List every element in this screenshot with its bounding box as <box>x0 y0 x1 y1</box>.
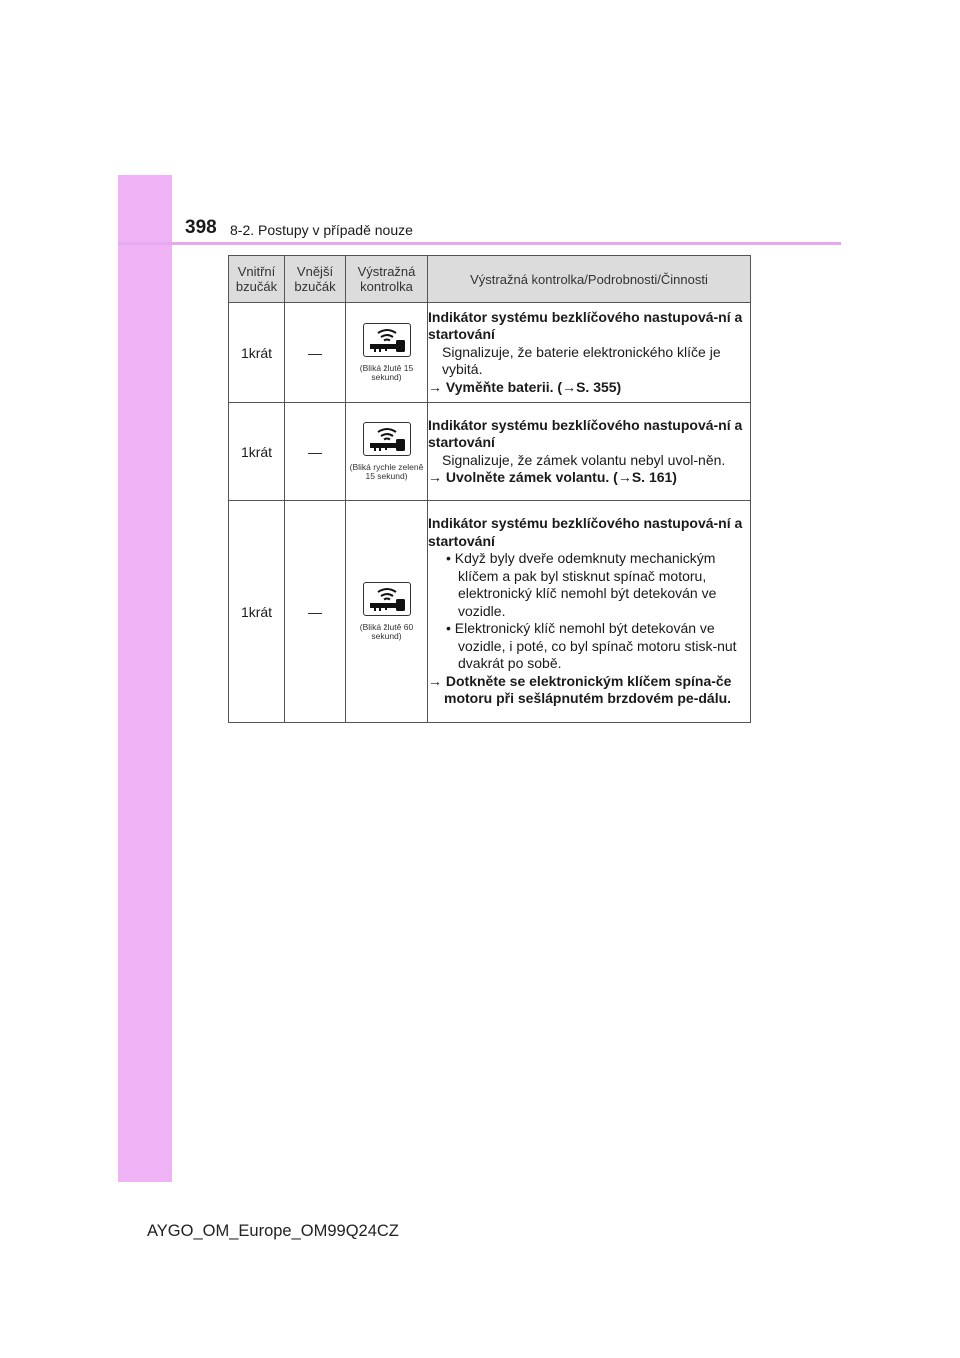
detail-title: Indikátor systému bezklíčového nastupová-ní a startování <box>428 308 743 343</box>
warning-table <box>228 255 751 723</box>
indicator-cell <box>346 501 428 723</box>
column-header: Výstražná kontrolka <box>346 256 428 303</box>
document-id: AYGO_OM_Europe_OM99Q24CZ <box>147 1222 399 1240</box>
detail-action: → Vyměňte baterii. (→S. 355) <box>428 378 622 395</box>
page-number: 398 <box>185 217 217 238</box>
outer-buzzer-cell: — <box>285 403 346 501</box>
table-row <box>229 303 751 403</box>
indicator-note: (Bliká žlutě 60 sekund) <box>359 622 414 641</box>
indicator-cell <box>346 403 428 501</box>
section-title: 8-2. Postupy v případě nouze <box>230 222 413 238</box>
inner-buzzer-cell: 1krát <box>229 303 285 403</box>
outer-buzzer-cell: — <box>285 501 346 723</box>
smart-key-indicator-icon <box>363 582 411 616</box>
detail-action: → Dotkněte se elektronickým klíčem spína-če motoru při sešlápnutém brzdovém pe-dálu. <box>428 672 732 707</box>
header-rule <box>118 242 841 245</box>
detail-text: Signalizuje, že baterie elektronického klíče je vybitá. <box>442 343 721 378</box>
table-header-row <box>229 256 751 303</box>
detail-bullets <box>428 550 750 673</box>
smart-key-indicator-icon <box>363 422 411 456</box>
inner-buzzer-cell: 1krát <box>229 403 285 501</box>
detail-text: Signalizuje, že zámek volantu nebyl uvol-něn. <box>442 451 726 468</box>
smart-key-indicator-icon <box>363 323 411 357</box>
detail-title: Indikátor systému bezklíčového nastupová-ní a startování <box>428 515 743 549</box>
column-header: Výstražná kontrolka/Podrobnosti/Činnosti <box>428 256 751 303</box>
indicator-note: (Bliká žlutě 15 sekund) <box>359 363 414 382</box>
detail-cell <box>428 403 751 501</box>
column-header: Vnitřní bzučák <box>229 256 285 303</box>
column-header: Vnější bzučák <box>285 256 346 303</box>
detail-title: Indikátor systému bezklíčového nastupová-ní a startování <box>428 416 743 450</box>
table-row <box>229 501 751 723</box>
chapter-side-band <box>118 175 172 1182</box>
detail-cell <box>428 501 751 723</box>
outer-buzzer-cell: — <box>285 303 346 403</box>
table-row <box>229 403 751 501</box>
indicator-note: (Bliká rychle zeleně 15 sekund) <box>349 462 424 481</box>
indicator-cell <box>346 303 428 403</box>
detail-action: → Uvolněte zámek volantu. (→S. 161) <box>428 469 677 485</box>
detail-cell <box>428 303 751 403</box>
inner-buzzer-cell: 1krát <box>229 501 285 723</box>
detail-bullet: • Elektronický klíč nemohl být detekován ve vozidle, i poté, co byl spínač motoru stisk-nut dvakrát po sobě. <box>446 620 737 672</box>
detail-bullet: • Když byly dveře odemknuty mechanickým klíčem a pak byl stisknut spínač motoru, elektronický klíč nemohl být detekován ve vozidle. <box>446 550 717 619</box>
